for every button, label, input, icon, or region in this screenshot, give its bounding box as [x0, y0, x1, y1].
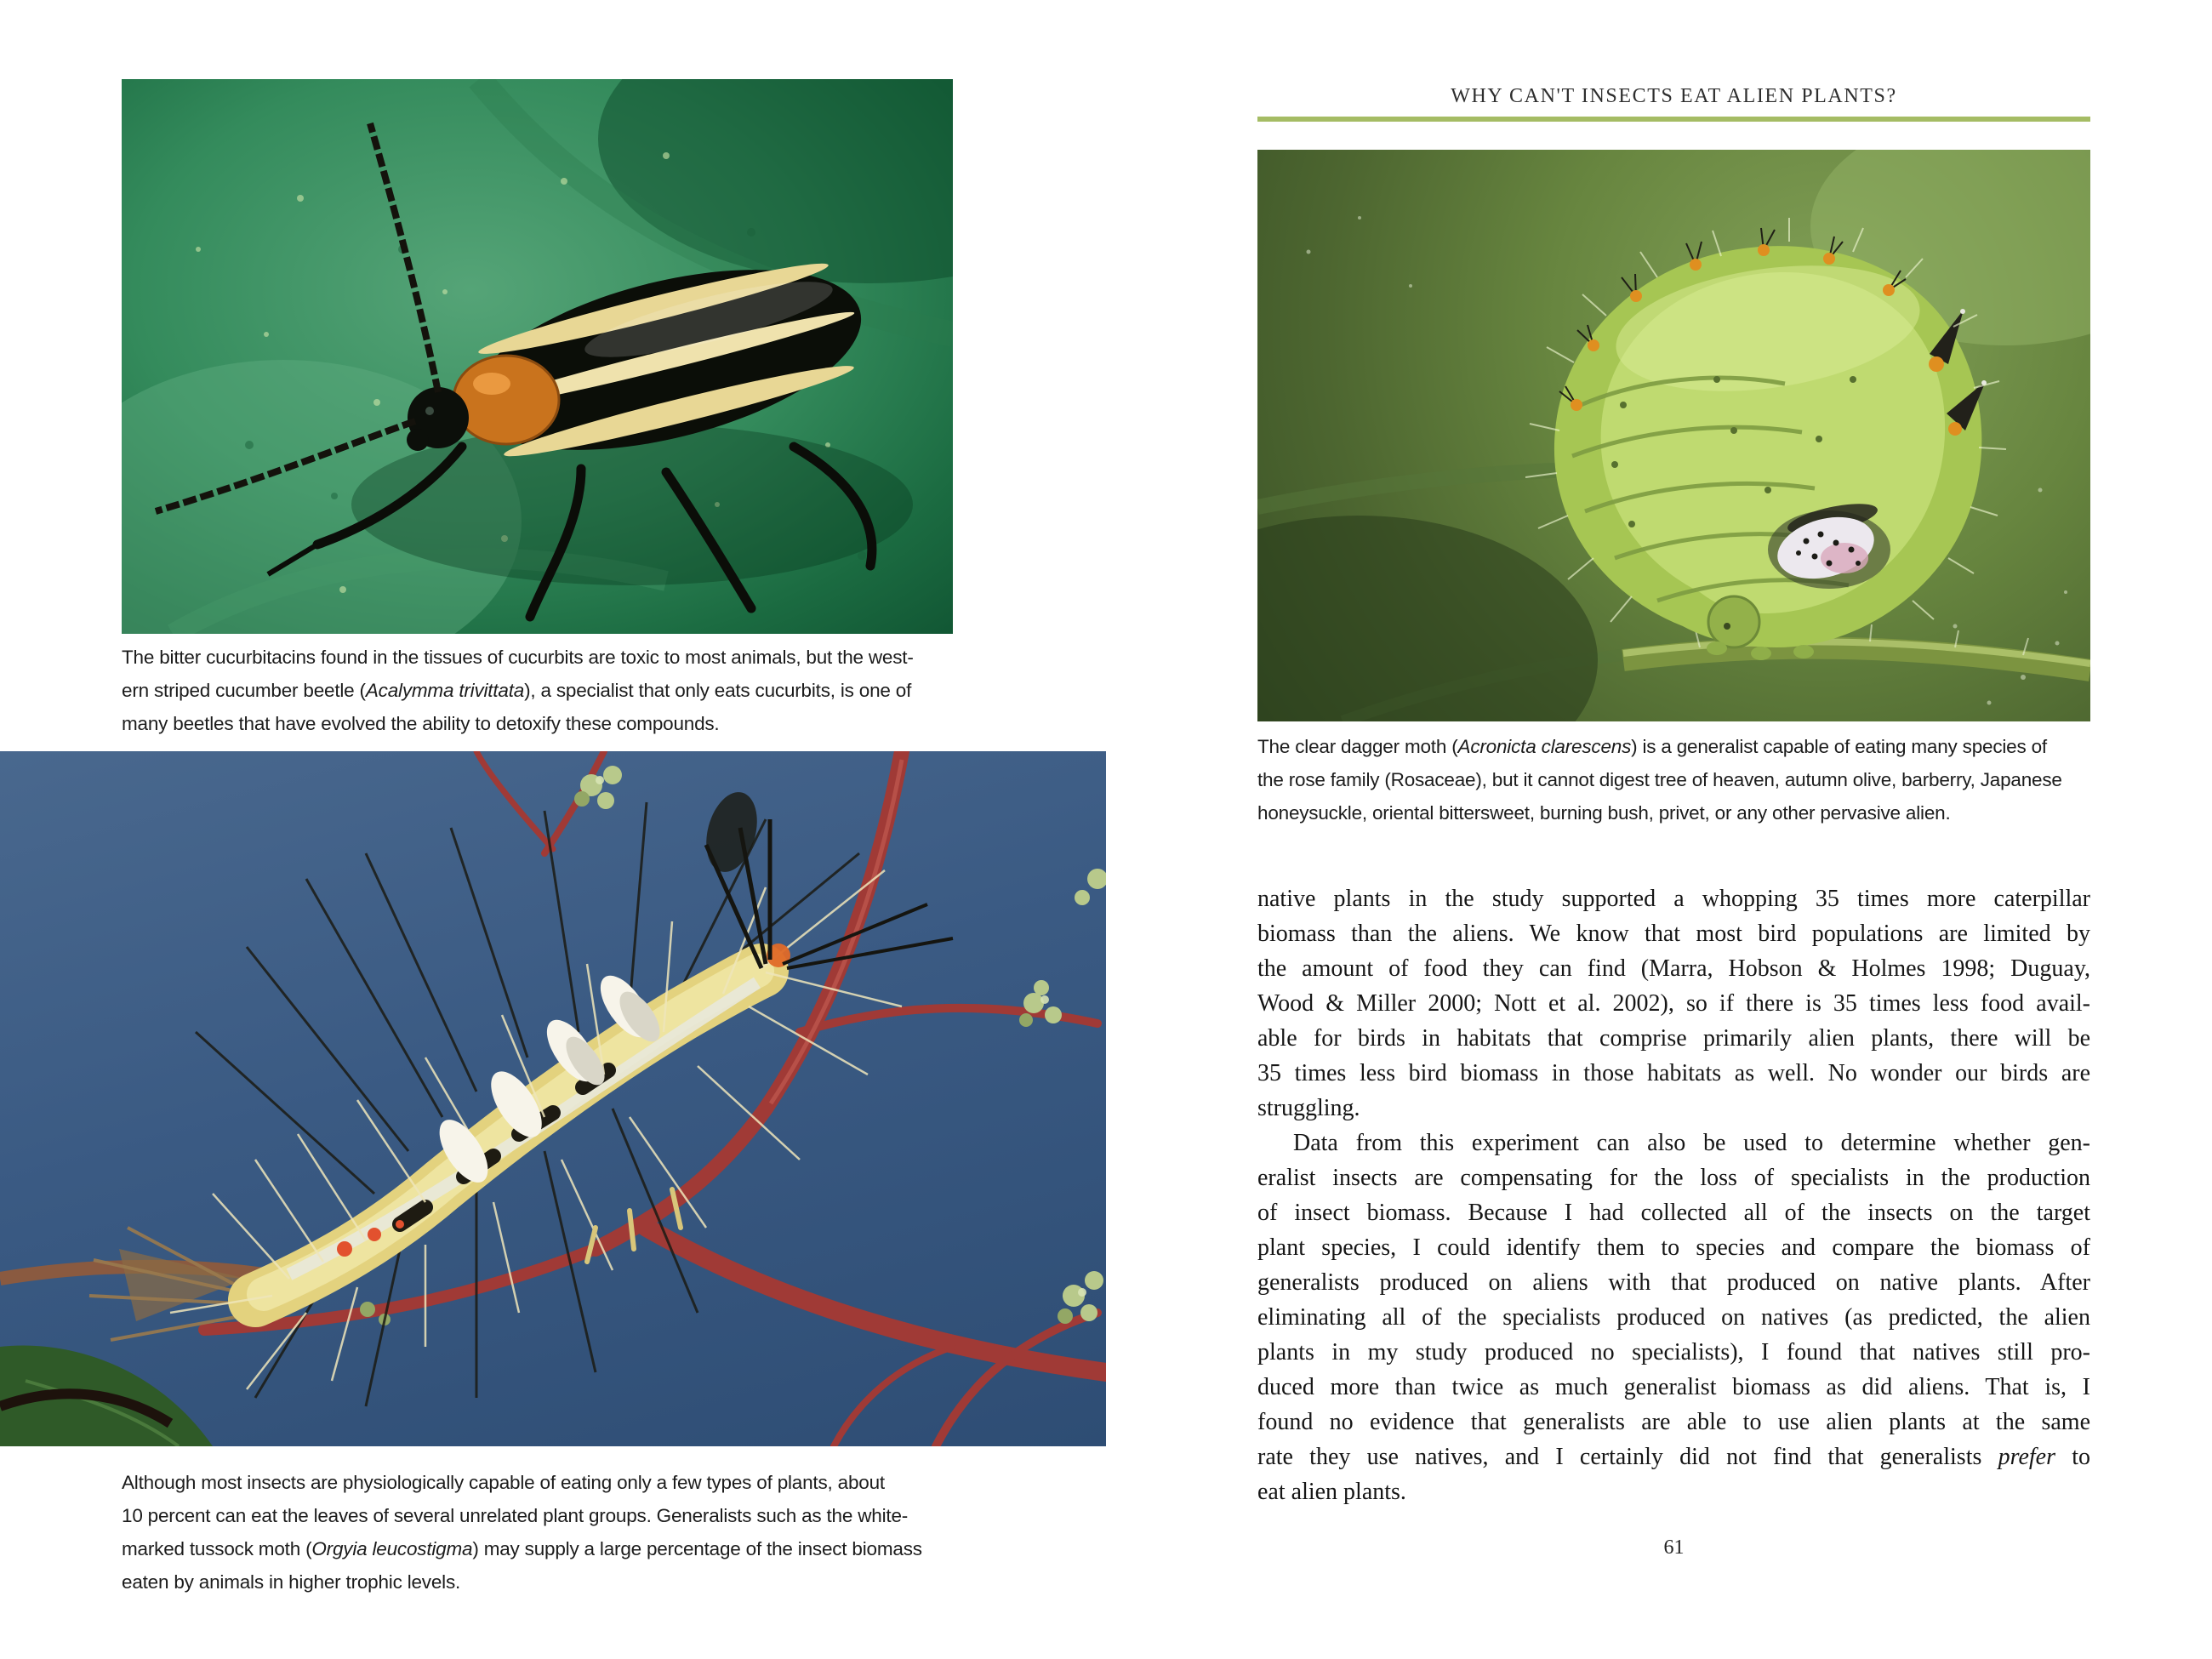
- text-line: of insect biomass. Because I had collected all of the insects on the target: [1257, 1200, 2090, 1226]
- text-line: plants in my study produced no specialists), I found that natives still pro-: [1257, 1339, 2090, 1365]
- text-line: native plants in the study supported a whopping 35 times more caterpillar: [1257, 886, 2090, 912]
- text-line: honeysuckle, oriental bittersweet, burning bush, privet, or any other pervasive alien.: [1257, 802, 1951, 824]
- dagger-caterpillar-illustration: [1257, 150, 2090, 721]
- text-line: plant species, I could identify them to species and compare the biomass of: [1257, 1234, 2090, 1261]
- text-line: 35 times less bird biomass in those habitats as well. No wonder our birds are: [1257, 1060, 2090, 1086]
- text-line: the rose family (Rosaceae), but it cannot digest tree of heaven, autumn olive, barberry, Japanese: [1257, 769, 2062, 790]
- text-line: eliminating all of the specialists produced on natives (as predicted, the alien: [1257, 1304, 2090, 1331]
- text-line: struggling.: [1257, 1095, 1360, 1121]
- text-line: marked tussock moth (Orgyia leucostigma) may supply a large percentage of the insect biomass: [122, 1538, 922, 1559]
- text-line: eat alien plants.: [1257, 1479, 1406, 1505]
- beetle-photo-caption: [122, 641, 1023, 740]
- text-line: eralist insects are compensating for the loss of specialists in the production: [1257, 1165, 2090, 1191]
- tussock-caterpillar-illustration: [0, 751, 1106, 1446]
- tussock-photo-caption: [122, 1466, 1023, 1599]
- page-number: 61: [1663, 1536, 1685, 1559]
- text-line: able for birds in habitats that comprise primarily alien plants, there will be: [1257, 1025, 2090, 1052]
- text-line: Although most insects are physiologically capable of eating only a few types of plants, about: [122, 1472, 885, 1493]
- text-line: Wood & Miller 2000; Nott et al. 2002), so if there is 35 times less food avail-: [1257, 990, 2090, 1017]
- text-line: generalists produced on aliens with that produced on native plants. After: [1257, 1269, 2090, 1296]
- dagger-moth-photo: [1257, 150, 2090, 721]
- dagger-photo-caption: [1257, 730, 2117, 830]
- text-line: The bitter cucurbitacins found in the tissues of cucurbits are toxic to most animals, but the west-: [122, 647, 914, 668]
- beetle-illustration: [122, 79, 953, 634]
- text-line: ern striped cucumber beetle (Acalymma trivittata), a specialist that only eats cucurbits, is one of: [122, 680, 912, 701]
- text-line: Data from this experiment can also be used to determine whether gen-: [1293, 1130, 2090, 1156]
- text-line: 10 percent can eat the leaves of several unrelated plant groups. Generalists such as the white-: [122, 1505, 909, 1526]
- text-line: found no evidence that generalists are able to use alien plants at the same: [1257, 1409, 2090, 1435]
- section-rule: [1257, 117, 2090, 122]
- text-line: many beetles that have evolved the ability to detoxify these compounds.: [122, 713, 720, 734]
- running-head: WHY CAN'T INSECTS EAT ALIEN PLANTS?: [1451, 85, 1897, 107]
- text-line: The clear dagger moth (Acronicta clarescens) is a generalist capable of eating many species of: [1257, 736, 2047, 757]
- text-line: eaten by animals in higher trophic levels.: [122, 1571, 461, 1593]
- beetle-photo: [122, 79, 953, 634]
- body-text: [1257, 881, 2090, 1509]
- text-line: duced more than twice as much generalist biomass as did aliens. That is, I: [1257, 1374, 2090, 1400]
- text-line: biomass than the aliens. We know that most bird populations are limited by: [1257, 921, 2090, 947]
- text-line: the amount of food they can find (Marra, Hobson & Holmes 1998; Duguay,: [1257, 955, 2090, 982]
- tussock-moth-photo: [0, 751, 1106, 1446]
- text-line: rate they use natives, and I certainly did not find that generalists prefer to: [1257, 1444, 2091, 1470]
